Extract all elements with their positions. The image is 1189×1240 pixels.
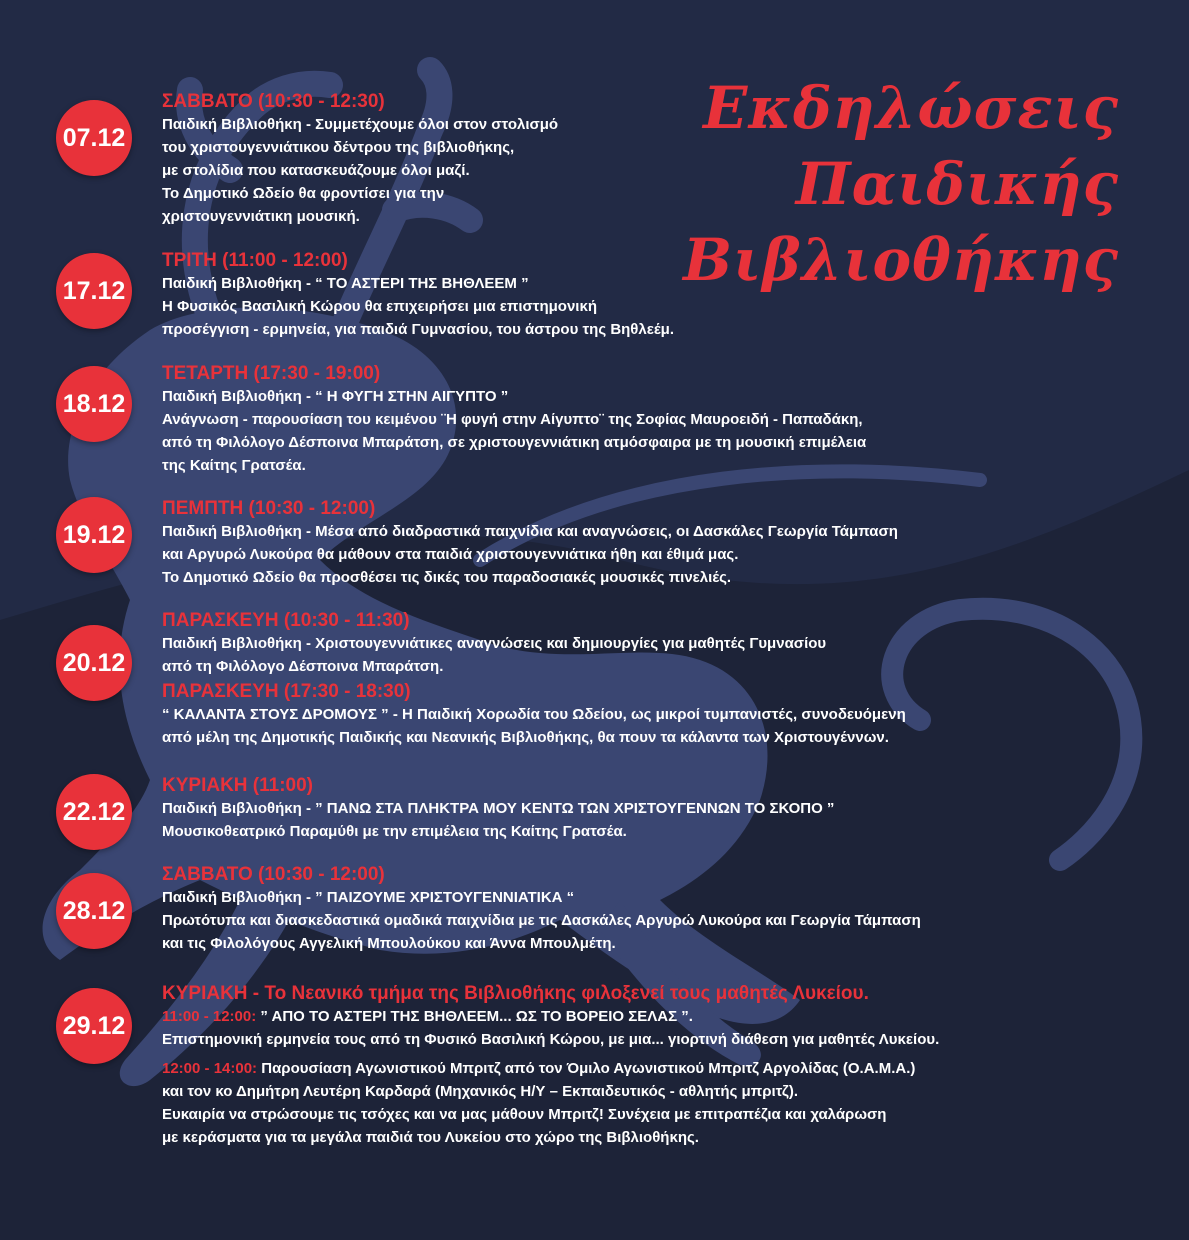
event-line: Επιστημονική ερμηνεία τους από τη Φυσικό Βασιλική Κώρου, με μια... γιορτινή διάθεση για μαθητές Λυκείου.: [162, 1031, 940, 1048]
event-line: Ευκαιρία να στρώσουμε τις τσόχες και να μας μάθουν Μπριτζ! Συνέχεια με επιτραπέζια και χαλάρωση: [162, 1106, 887, 1123]
event-line: προσέγγιση - ερμηνεία, για παιδιά Γυμνασίου, του άστρου της Βηθλεέμ.: [162, 321, 674, 338]
event-line: Παιδική Βιβλιοθήκη - “ Η ΦΥΓΗ ΣΤΗΝ ΑΙΓΥΠΤΟ ”: [162, 388, 509, 405]
event-line: Παιδική Βιβλιοθήκη - ” ΠΑΙΖΟΥΜΕ ΧΡΙΣΤΟΥΓΕΝΝΙΑΤΙΚΑ “: [162, 889, 575, 906]
event-line: Παιδική Βιβλιοθήκη - Χριστουγεννιάτικες αναγνώσεις και δημιουργίες για μαθητές Γυμνασίου: [162, 635, 827, 652]
date-badge: 29.12: [56, 988, 132, 1064]
event-heading: ΚΥΡΙΑΚΗ - Το Νεανικό τμήμα της Βιβλιοθήκης φιλοξενεί τους μαθητές Λυκείου.: [162, 983, 869, 1004]
event-heading-second: ΠΑΡΑΣΚΕΥΗ (17:30 - 18:30): [162, 681, 411, 702]
title-line-1: Εκδηλώσεις: [703, 74, 1119, 142]
event-line-text: Παρουσίαση Αγωνιστικού Μπριτζ από τον Όμιλο Αγωνιστικού Μπριτζ Αργολίδας (Ο.Α.Μ.Α.): [257, 1060, 916, 1077]
event-line: χριστουγεννιάτικη μουσική.: [162, 208, 360, 225]
event-line: Ανάγνωση - παρουσίαση του κειμένου ¨Η φυγή στην Αίγυπτο¨ της Σοφίας Μαυροειδή - Παπαδάκη,: [162, 411, 863, 428]
event-heading: ΣΑΒΒΑΤΟ (10:30 - 12:00): [162, 864, 385, 885]
event-line: και τις Φιλολόγους Αγγελική Μπουλούκου και Άννα Μπουλμέτη.: [162, 935, 616, 952]
time-label: 12:00 - 14:00:: [162, 1060, 258, 1077]
event-line: [162, 1057, 1162, 1080]
event-line: Παιδική Βιβλιοθήκη - “ ΤΟ ΑΣΤΕΡΙ ΤΗΣ ΒΗΘΛΕΕΜ ”: [162, 275, 529, 292]
event-line: Παιδική Βιβλιοθήκη - ” ΠΑΝΩ ΣΤΑ ΠΛΗΚΤΡΑ ΜΟΥ ΚΕΝΤΩ ΤΩΝ ΧΡΙΣΤΟΥΓΕΝΝΩΝ ΤΟ ΣΚΟΠΟ ”: [162, 800, 835, 817]
event-line: από μέλη της Δημοτικής Παιδικής και Νεανικής Βιβλιοθήκης, θα πουν τα κάλαντα των Χριστουγέννων.: [162, 729, 889, 746]
event-line: Μουσικοθεατρικό Παραμύθι με την επιμέλεια της Καίτης Γρατσέα.: [162, 823, 627, 840]
event-line: και τον κο Δημήτρη Λευτέρη Καρδαρά (Μηχανικός Η/Υ – Εκπαιδευτικός - αθλητής μπριτζ).: [162, 1083, 799, 1100]
event-heading: ΠΑΡΑΣΚΕΥΗ (10:30 - 11:30): [162, 610, 410, 631]
event-line: Πρωτότυπα και διασκεδαστικά ομαδικά παιχνίδια με τις Δασκάλες Αργυρώ Λυκούρα και Γεωργία Τάμπαση: [162, 912, 921, 929]
event-line-text: ” ΑΠΟ ΤΟ ΑΣΤΕΡΙ ΤΗΣ ΒΗΘΛΕΕΜ... ΩΣ ΤΟ ΒΟΡΕΙΟ ΣΕΛΑΣ ”.: [256, 1008, 693, 1025]
event-line: Παιδική Βιβλιοθήκη - Μέσα από διαδραστικά παιχνίδια και αναγνώσεις, οι Δασκάλες Γεωργία Τάμπαση: [162, 523, 898, 540]
date-badge: 18.12: [56, 366, 132, 442]
event-line: του χριστουγεννιάτικου δέντρου της βιβλιοθήκης,: [162, 139, 515, 156]
event-line: της Καίτης Γρατσέα.: [162, 457, 306, 474]
date-badge: 22.12: [56, 774, 132, 850]
event-heading: ΚΥΡΙΑΚΗ (11:00): [162, 775, 313, 796]
date-badge: 28.12: [56, 873, 132, 949]
event-heading: ΤΡΙΤΗ (11:00 - 12:00): [162, 250, 348, 271]
event-line: Η Φυσικός Βασιλική Κώρου θα επιχειρήσει μια επιστημονική: [162, 298, 597, 315]
event-heading: ΤΕΤΑΡΤΗ (17:30 - 19:00): [162, 363, 381, 384]
event-line: από τη Φιλόλογο Δέσποινα Μπαράτση, σε χριστουγεννιάτικη ατμόσφαιρα με τη μουσική επιμέλεια: [162, 434, 867, 451]
event-line: από τη Φιλόλογο Δέσποινα Μπαράτση.: [162, 658, 444, 675]
event-line: [162, 1005, 1162, 1028]
date-badge: 19.12: [56, 497, 132, 573]
event-line: “ ΚΑΛΑΝΤΑ ΣΤΟΥΣ ΔΡΟΜΟΥΣ ” - Η Παιδική Χορωδία του Ωδείου, ως μικροί τυμπανιστές, συνοδευόμενη: [162, 706, 906, 723]
event-line: με στολίδια που κατασκευάζουμε όλοι μαζί.: [162, 162, 470, 179]
time-label: 11:00 - 12:00:: [162, 1008, 257, 1025]
event-line: και Αργυρώ Λυκούρα θα μάθουν στα παιδιά χριστουγεννιάτικα ήθη και έθιμά μας.: [162, 546, 739, 563]
event-heading: ΠΕΜΠΤΗ (10:30 - 12:00): [162, 498, 376, 519]
event-line: Το Δημοτικό Ωδείο θα προσθέσει τις δικές του παραδοσιακές μουσικές πινελιές.: [162, 569, 732, 586]
date-badge: 20.12: [56, 625, 132, 701]
event-line: Παιδική Βιβλιοθήκη - Συμμετέχουμε όλοι στον στολισμό: [162, 116, 559, 133]
date-badge: 17.12: [56, 253, 132, 329]
event-line: Το Δημοτικό Ωδείο θα φροντίσει για την: [162, 185, 445, 202]
title-line-2: Παιδικής: [795, 150, 1119, 218]
date-badge: 07.12: [56, 100, 132, 176]
event-heading: ΣΑΒΒΑΤΟ (10:30 - 12:30): [162, 91, 385, 112]
title-line-3: Βιβλιοθήκης: [683, 226, 1119, 294]
event-line: με κεράσματα για τα μεγάλα παιδιά του Λυκείου στο χώρο της Βιβλιοθήκης.: [162, 1129, 699, 1146]
